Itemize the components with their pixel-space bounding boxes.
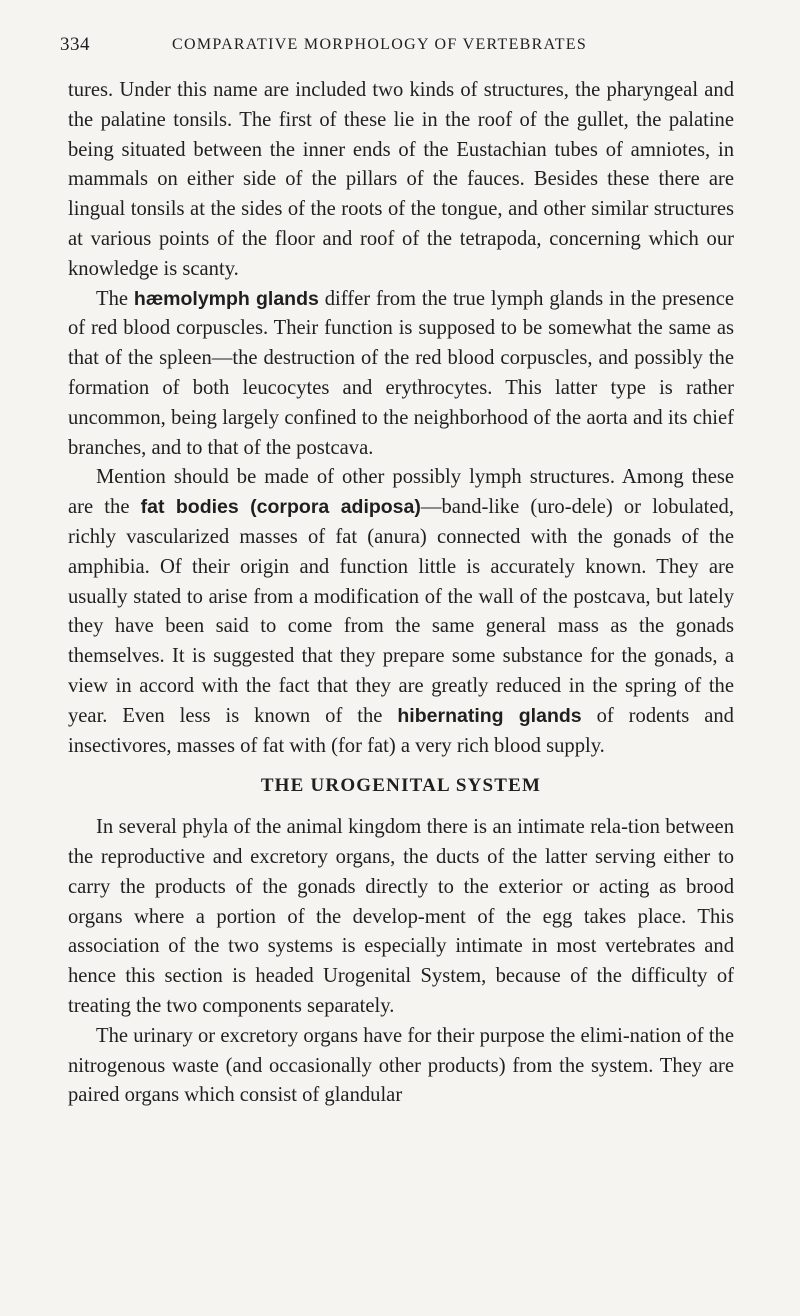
body-text (68, 76, 734, 1111)
paragraph-text: Mention should be made of other possibly lymph structures. Among these are the (68, 466, 734, 519)
paragraph-haemolymph-glands (68, 285, 734, 464)
term-haemolymph-glands: hæmolymph glands (133, 287, 319, 310)
running-head: COMPARATIVE MORPHOLOGY OF VERTEBRATES (172, 36, 588, 53)
paragraph-text: —band-like (uro-dele) or lobulated, richly vascularized masses of fat (anura) connected with the gonads of the amphibia. Of their origin and function little is accurately known. They are usually stated to arise from a modification of the wall of the postcava, but lately they have been said to come from the same general mass as the gonads themselves. It is suggested that they prepare some substance for the gonads, a view in accord with the fact that they are greatly reduced in the spring of the year. Even less is known of the (68, 496, 734, 727)
section-heading: THE UROGENITAL SYSTEM (260, 775, 542, 797)
page-number: 334 (60, 34, 90, 55)
paragraph-text: The (96, 287, 134, 310)
term-hibernating-glands: hibernating glands (397, 704, 582, 727)
paragraph-text: differ from the true lymph glands in the presence of red blood corpuscles. Their function is supposed to be somewhat the same as that of the spleen—the destruction of the red blood corpuscles, and possibly the formation of both leucocytes and erythrocytes. This latter type is rather uncommon, being largely confined to the neighborhood of the aorta and its chief branches, and to that of the postcava. (68, 287, 734, 459)
paragraph-tonsils: tures. Under this name are included two kinds of structures, the pharyngeal and the palatine tonsils. The first of these lie in the roof of the gullet, the palatine being situated between the inner ends of the Eustachian tubes of amniotes, in mammals on either side of the pillars of the fauces. Besides these there are lingual tonsils at the sides of the roots of the tongue, and other similar structures at various points of the floor and roof of the tetrapoda, concerning which our knowledge is scanty. (68, 79, 734, 280)
paragraph-excretory-organs: The urinary or excretory organs have for their purpose the elimi-nation of the nitrogenous waste (and occasionally other products) from the system. They are paired organs which consist of glandular (68, 1024, 734, 1107)
paragraph-text: of rodents and insectivores, masses of fat with (for fat) a very rich blood supply. (68, 704, 734, 757)
page-header (60, 34, 740, 60)
paragraph-urogenital-intro: In several phyla of the animal kingdom there is an intimate rela-tion between the reproductive and excretory organs, the ducts of the latter serving either to carry the products of the gonads directly to the exterior or acting as brood organs where a portion of the develop-ment of the egg takes place. This association of the two systems is especially intimate in most vertebrates and hence this section is headed Urogenital System, because of the difficulty of treating the two components separately. (68, 816, 734, 1017)
term-fat-bodies: fat bodies (corpora adiposa) (140, 496, 421, 519)
paragraph-fat-bodies (68, 463, 734, 761)
